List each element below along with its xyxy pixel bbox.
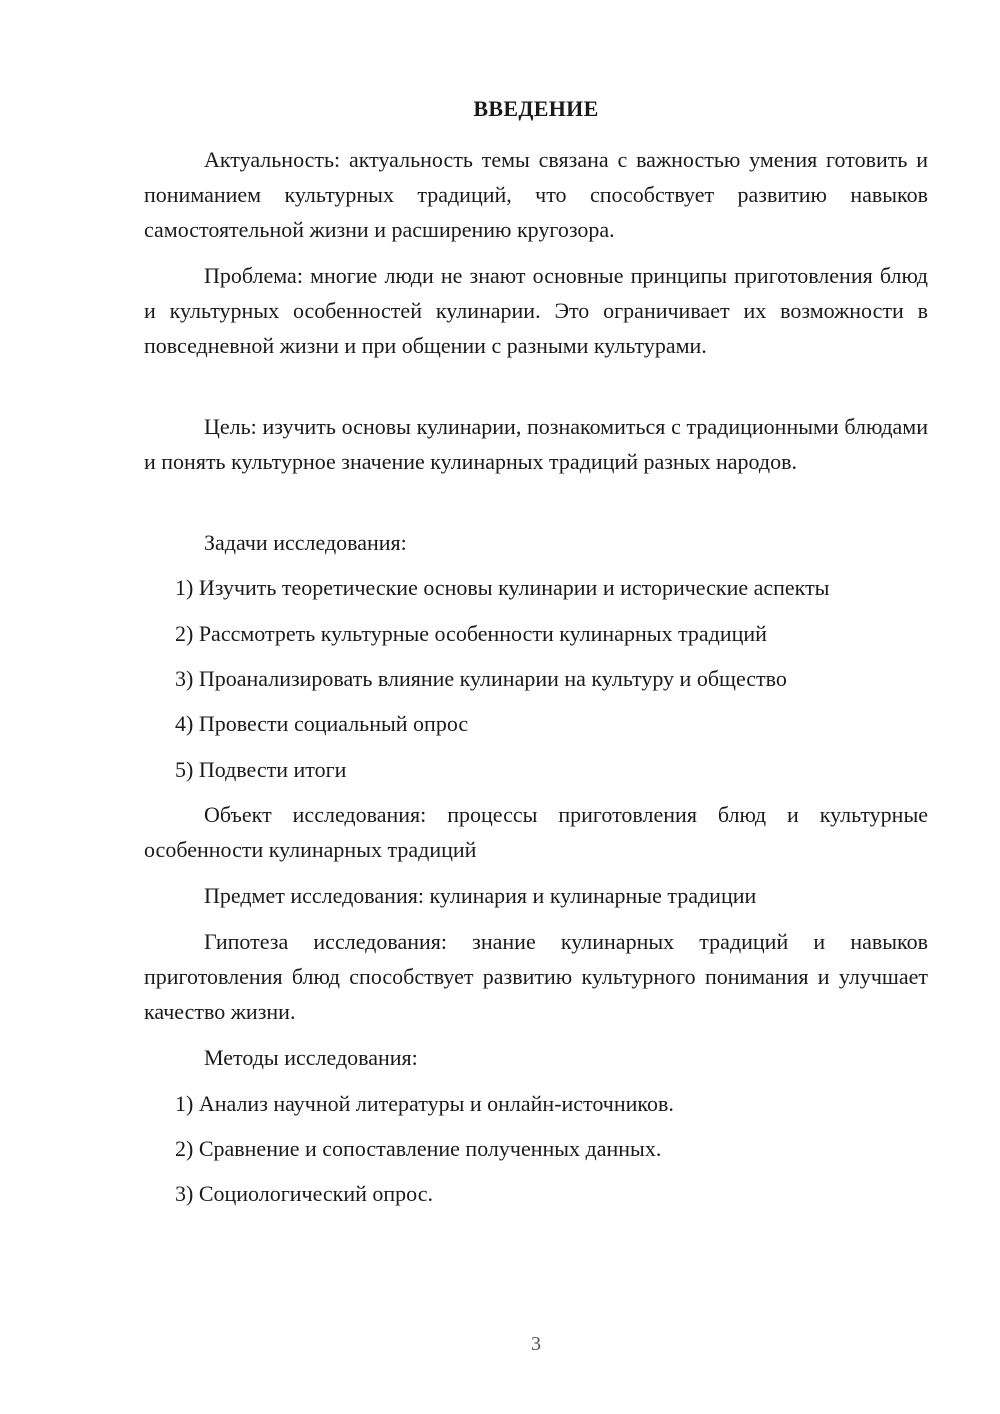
page-number: 3 xyxy=(531,1333,541,1355)
method-item-2: 2) Сравнение и сопоставление полученных данных. xyxy=(175,1136,662,1161)
task-item-3: 3) Проанализировать влияние кулинарии на культуру и общество xyxy=(175,666,787,691)
task-item-5: 5) Подвести итоги xyxy=(175,757,347,782)
task-item-2: 2) Рассмотреть культурные особенности кулинарных традиций xyxy=(175,621,767,646)
hypothesis-paragraph: Гипотеза исследования: знание кулинарных традиций и навыков приготовления блюд способствует развитию культурного понимания и улучшает качество жизни. xyxy=(144,929,928,1024)
task-item-1: 1) Изучить теоретические основы кулинарии и исторические аспекты xyxy=(175,575,830,600)
subject-paragraph: Предмет исследования: кулинария и кулинарные традиции xyxy=(204,883,757,908)
section-title: ВВЕДЕНИЕ xyxy=(473,96,599,121)
methods-heading: Методы исследования: xyxy=(204,1045,418,1070)
object-paragraph: Объект исследования: процессы приготовления блюд и культурные особенности кулинарных традиций xyxy=(144,802,928,862)
method-item-1: 1) Анализ научной литературы и онлайн-источников. xyxy=(175,1091,674,1116)
task-item-4: 4) Провести социальный опрос xyxy=(175,711,469,736)
relevance-paragraph: Актуальность: актуальность темы связана с важностью умения готовить и пониманием культурных традиций, что способствует развитию навыков самостоятельной жизни и расширению кругозора. xyxy=(144,147,928,242)
method-item-3: 3) Социологический опрос. xyxy=(175,1181,433,1206)
goal-paragraph: Цель: изучить основы кулинарии, познакомиться с традиционными блюдами и понять культурное значение кулинарных традиций разных народов. xyxy=(144,414,928,474)
problem-paragraph: Проблема: многие люди не знают основные принципы приготовления блюд и культурных особенностей кулинарии. Это ограничивает их возможности в повседневной жизни и при общении с разными культурами. xyxy=(144,263,928,358)
tasks-heading: Задачи исследования: xyxy=(204,530,407,555)
